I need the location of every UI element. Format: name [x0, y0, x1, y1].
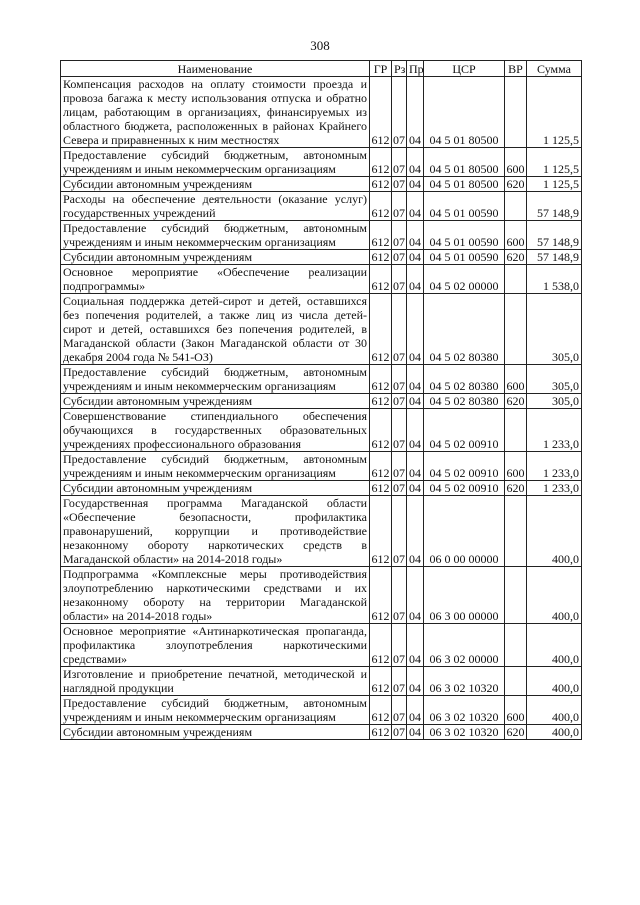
table-row — [61, 192, 582, 221]
row-rz-cell: 07 — [392, 667, 407, 696]
row-rz-cell: 07 — [393, 481, 405, 495]
row-vr-cell — [505, 77, 527, 148]
row-rz-cell: 07 — [392, 265, 407, 294]
row-gr-cell: 612 — [370, 696, 392, 725]
page-number: 308 — [310, 38, 330, 53]
row-sum-cell: 400,0 — [527, 696, 582, 725]
row-sum-cell: 305,0 — [527, 365, 582, 394]
row-sum-cell: 1 125,5 — [527, 148, 582, 177]
row-vr-cell: 600 — [505, 365, 527, 394]
row-rz-cell: 07 — [392, 148, 407, 177]
table-row — [61, 481, 582, 496]
row-sum-cell: 400,0 — [527, 725, 582, 740]
row-name-cell: Субсидии автономным учреждениям — [61, 250, 370, 265]
header-sum: Сумма — [527, 61, 582, 77]
table-row — [61, 725, 582, 740]
row-vr-cell: 600 — [505, 221, 527, 250]
row-sum-cell: 305,0 — [527, 394, 582, 409]
row-name-cell: Расходы на обеспечение деятельности (оказание услуг) государственных учреждений — [61, 192, 370, 221]
header-vr: ВР — [505, 61, 527, 77]
row-pr-cell: 04 — [407, 696, 424, 725]
row-vr-cell — [505, 624, 527, 667]
header-name: Наименование — [61, 61, 370, 77]
row-name-cell: Изготовление и приобретение печатной, методической и наглядной продукции — [61, 667, 370, 696]
row-pr-cell: 04 — [407, 221, 424, 250]
row-csr-cell: 04 5 02 80380 — [424, 365, 505, 394]
table-row — [61, 452, 582, 481]
row-pr-cell: 04 — [407, 294, 424, 365]
row-name-cell: Субсидии автономным учреждениям — [61, 481, 370, 496]
row-csr-cell: 04 5 01 80500 — [424, 77, 505, 148]
budget-table — [60, 60, 582, 740]
row-name-cell: Подпрограмма «Комплексные меры противодействия злоупотреблению наркотическими средствами и их незаконному обороту на территории Магаданской области» на 2014-2018 годы» — [61, 567, 370, 624]
row-sum-cell: 400,0 — [527, 624, 582, 667]
row-gr-cell: 612 — [371, 250, 390, 264]
row-pr-cell: 04 — [407, 365, 424, 394]
row-pr-cell: 04 — [407, 265, 424, 294]
row-gr-cell: 612 — [370, 265, 392, 294]
table-row — [61, 394, 582, 409]
row-gr-cell: 612 — [370, 567, 392, 624]
row-rz-cell: 07 — [392, 452, 407, 481]
row-gr-cell: 612 — [370, 667, 392, 696]
row-vr-cell: 620 — [506, 481, 525, 495]
row-rz-cell: 07 — [392, 294, 407, 365]
header-gr: ГР — [370, 61, 392, 77]
row-csr-cell: 04 5 02 80380 — [424, 394, 505, 409]
row-vr-cell: 600 — [505, 696, 527, 725]
table-row — [61, 77, 582, 148]
row-sum-cell: 1 125,5 — [527, 177, 582, 192]
row-gr-cell: 612 — [371, 481, 390, 495]
row-name-cell: Государственная программа Магаданской области «Обеспечение безопасности, профилактика правонарушений, коррупции и противодействие незаконному обороту наркотических средств в Магаданской области» на 2014-2018 годы» — [61, 496, 370, 567]
row-gr-cell: 612 — [370, 624, 392, 667]
row-vr-cell — [505, 265, 527, 294]
table-row — [61, 265, 582, 294]
row-vr-cell: 600 — [505, 452, 527, 481]
row-rz-cell: 07 — [393, 394, 405, 408]
row-csr-cell: 06 0 00 00000 — [424, 496, 505, 567]
table-row — [61, 696, 582, 725]
row-rz-cell: 07 — [392, 624, 407, 667]
row-sum-cell: 1 233,0 — [527, 452, 582, 481]
row-pr-cell: 04 — [407, 148, 424, 177]
row-gr-cell: 612 — [370, 496, 392, 567]
row-sum-cell: 400,0 — [527, 496, 582, 567]
table-row — [61, 567, 582, 624]
row-csr-cell: 04 5 02 00910 — [424, 481, 505, 496]
table-row — [61, 409, 582, 452]
row-pr-cell: 04 — [407, 177, 424, 192]
row-vr-cell — [505, 192, 527, 221]
row-vr-cell: 600 — [505, 148, 527, 177]
row-pr-cell: 04 — [407, 725, 424, 740]
row-sum-cell: 57 148,9 — [527, 250, 582, 265]
row-csr-cell: 06 3 02 10320 — [424, 667, 505, 696]
row-rz-cell: 07 — [393, 177, 405, 191]
row-gr-cell: 612 — [370, 409, 392, 452]
row-pr-cell: 04 — [407, 409, 424, 452]
row-gr-cell: 612 — [370, 221, 392, 250]
row-pr-cell: 04 — [407, 192, 424, 221]
row-csr-cell: 04 5 01 00590 — [424, 221, 505, 250]
row-gr-cell: 612 — [370, 148, 392, 177]
table-row — [61, 624, 582, 667]
row-vr-cell — [505, 667, 527, 696]
row-gr-cell: 612 — [370, 452, 392, 481]
row-csr-cell: 06 3 02 10320 — [424, 696, 505, 725]
row-vr-cell: 620 — [506, 250, 525, 264]
row-name-cell: Предоставление субсидий бюджетным, автономным учреждениям и иным некоммерческим организациям — [61, 148, 370, 177]
row-gr-cell: 612 — [370, 294, 392, 365]
row-vr-cell — [505, 496, 527, 567]
row-name-cell: Основное мероприятие «Обеспечение реализации подпрограммы» — [61, 265, 370, 294]
row-name-cell: Социальная поддержка детей-сирот и детей, оставшихся без попечения родителей, а также лиц из числа детей-сирот и детей, оставшихся без попечения родителей, в Магаданской области (Закон Магаданской области от 30 декабря 2004 года № 541-ОЗ) — [61, 294, 370, 365]
table-row — [61, 667, 582, 696]
table-row — [61, 294, 582, 365]
row-rz-cell: 07 — [392, 409, 407, 452]
row-csr-cell: 04 5 02 00910 — [424, 452, 505, 481]
row-name-cell: Субсидии автономным учреждениям — [61, 725, 370, 740]
row-csr-cell: 04 5 02 80380 — [424, 294, 505, 365]
row-sum-cell: 1 233,0 — [527, 409, 582, 452]
row-rz-cell: 07 — [393, 250, 405, 264]
row-rz-cell: 07 — [392, 77, 407, 148]
table-row — [61, 365, 582, 394]
row-sum-cell: 57 148,9 — [527, 221, 582, 250]
row-pr-cell: 04 — [407, 77, 424, 148]
row-vr-cell — [505, 409, 527, 452]
row-pr-cell: 04 — [407, 481, 424, 496]
row-csr-cell: 04 5 02 00910 — [424, 409, 505, 452]
row-pr-cell: 04 — [407, 667, 424, 696]
table-row — [61, 177, 582, 192]
row-sum-cell: 400,0 — [527, 567, 582, 624]
table-row — [61, 221, 582, 250]
row-csr-cell: 04 5 01 80500 — [424, 148, 505, 177]
row-sum-cell: 57 148,9 — [527, 192, 582, 221]
table-row — [61, 250, 582, 265]
row-rz-cell: 07 — [392, 567, 407, 624]
header-csr: ЦСР — [424, 61, 505, 77]
row-vr-cell: 620 — [506, 394, 525, 408]
row-name-cell: Основное мероприятие «Антинаркотическая пропаганда, профилактика злоупотребления наркотическими средствами» — [61, 624, 370, 667]
row-name-cell: Предоставление субсидий бюджетным, автономным учреждениям и иным некоммерческим организациям — [61, 365, 370, 394]
row-rz-cell: 07 — [392, 192, 407, 221]
row-sum-cell: 1 125,5 — [527, 77, 582, 148]
row-vr-cell — [505, 567, 527, 624]
row-pr-cell: 04 — [407, 250, 424, 265]
row-name-cell: Предоставление субсидий бюджетным, автономным учреждениям и иным некоммерческим организациям — [61, 221, 370, 250]
row-gr-cell: 612 — [371, 725, 390, 739]
row-csr-cell: 04 5 01 80500 — [424, 177, 505, 192]
row-pr-cell: 04 — [407, 496, 424, 567]
row-vr-cell: 620 — [506, 177, 525, 191]
row-csr-cell: 06 3 02 10320 — [424, 725, 505, 740]
row-name-cell: Предоставление субсидий бюджетным, автономным учреждениям и иным некоммерческим организациям — [61, 452, 370, 481]
row-vr-cell: 620 — [506, 725, 525, 739]
row-name-cell: Субсидии автономным учреждениям — [61, 394, 370, 409]
row-csr-cell: 04 5 01 00590 — [424, 250, 505, 265]
row-rz-cell: 07 — [392, 221, 407, 250]
header-pr: Пр — [407, 61, 424, 77]
row-gr-cell: 612 — [371, 177, 390, 191]
row-gr-cell: 612 — [370, 77, 392, 148]
row-sum-cell: 1 538,0 — [527, 265, 582, 294]
header-rz: Рз — [392, 61, 407, 77]
row-name-cell: Предоставление субсидий бюджетным, автономным учреждениям и иным некоммерческим организациям — [61, 696, 370, 725]
table-header-row — [61, 61, 582, 77]
row-pr-cell: 04 — [407, 394, 424, 409]
row-pr-cell: 04 — [407, 452, 424, 481]
table-row — [61, 148, 582, 177]
row-vr-cell — [505, 294, 527, 365]
row-csr-cell: 06 3 00 00000 — [424, 567, 505, 624]
row-gr-cell: 612 — [371, 394, 390, 408]
row-gr-cell: 612 — [370, 192, 392, 221]
row-gr-cell: 612 — [370, 365, 392, 394]
row-rz-cell: 07 — [393, 725, 405, 739]
row-csr-cell: 04 5 02 00000 — [424, 265, 505, 294]
row-csr-cell: 04 5 01 00590 — [424, 192, 505, 221]
row-name-cell: Совершенствование стипендиального обеспечения обучающихся в государственных образовательных учреждениях профессионального образования — [61, 409, 370, 452]
table-row — [61, 496, 582, 567]
row-sum-cell: 400,0 — [527, 667, 582, 696]
row-rz-cell: 07 — [392, 365, 407, 394]
row-rz-cell: 07 — [392, 496, 407, 567]
row-pr-cell: 04 — [407, 567, 424, 624]
row-csr-cell: 06 3 02 00000 — [424, 624, 505, 667]
row-name-cell: Компенсация расходов на оплату стоимости проезда и провоза багажа к месту использования отпуска и обратно лицам, работающим в организациях, финансируемых из областного бюджета, расположенных в районах Крайнего Севера и приравненных к ним местностях — [61, 77, 370, 148]
row-sum-cell: 305,0 — [527, 294, 582, 365]
row-sum-cell: 1 233,0 — [527, 481, 582, 496]
row-rz-cell: 07 — [392, 696, 407, 725]
row-name-cell: Субсидии автономным учреждениям — [61, 177, 370, 192]
row-pr-cell: 04 — [407, 624, 424, 667]
